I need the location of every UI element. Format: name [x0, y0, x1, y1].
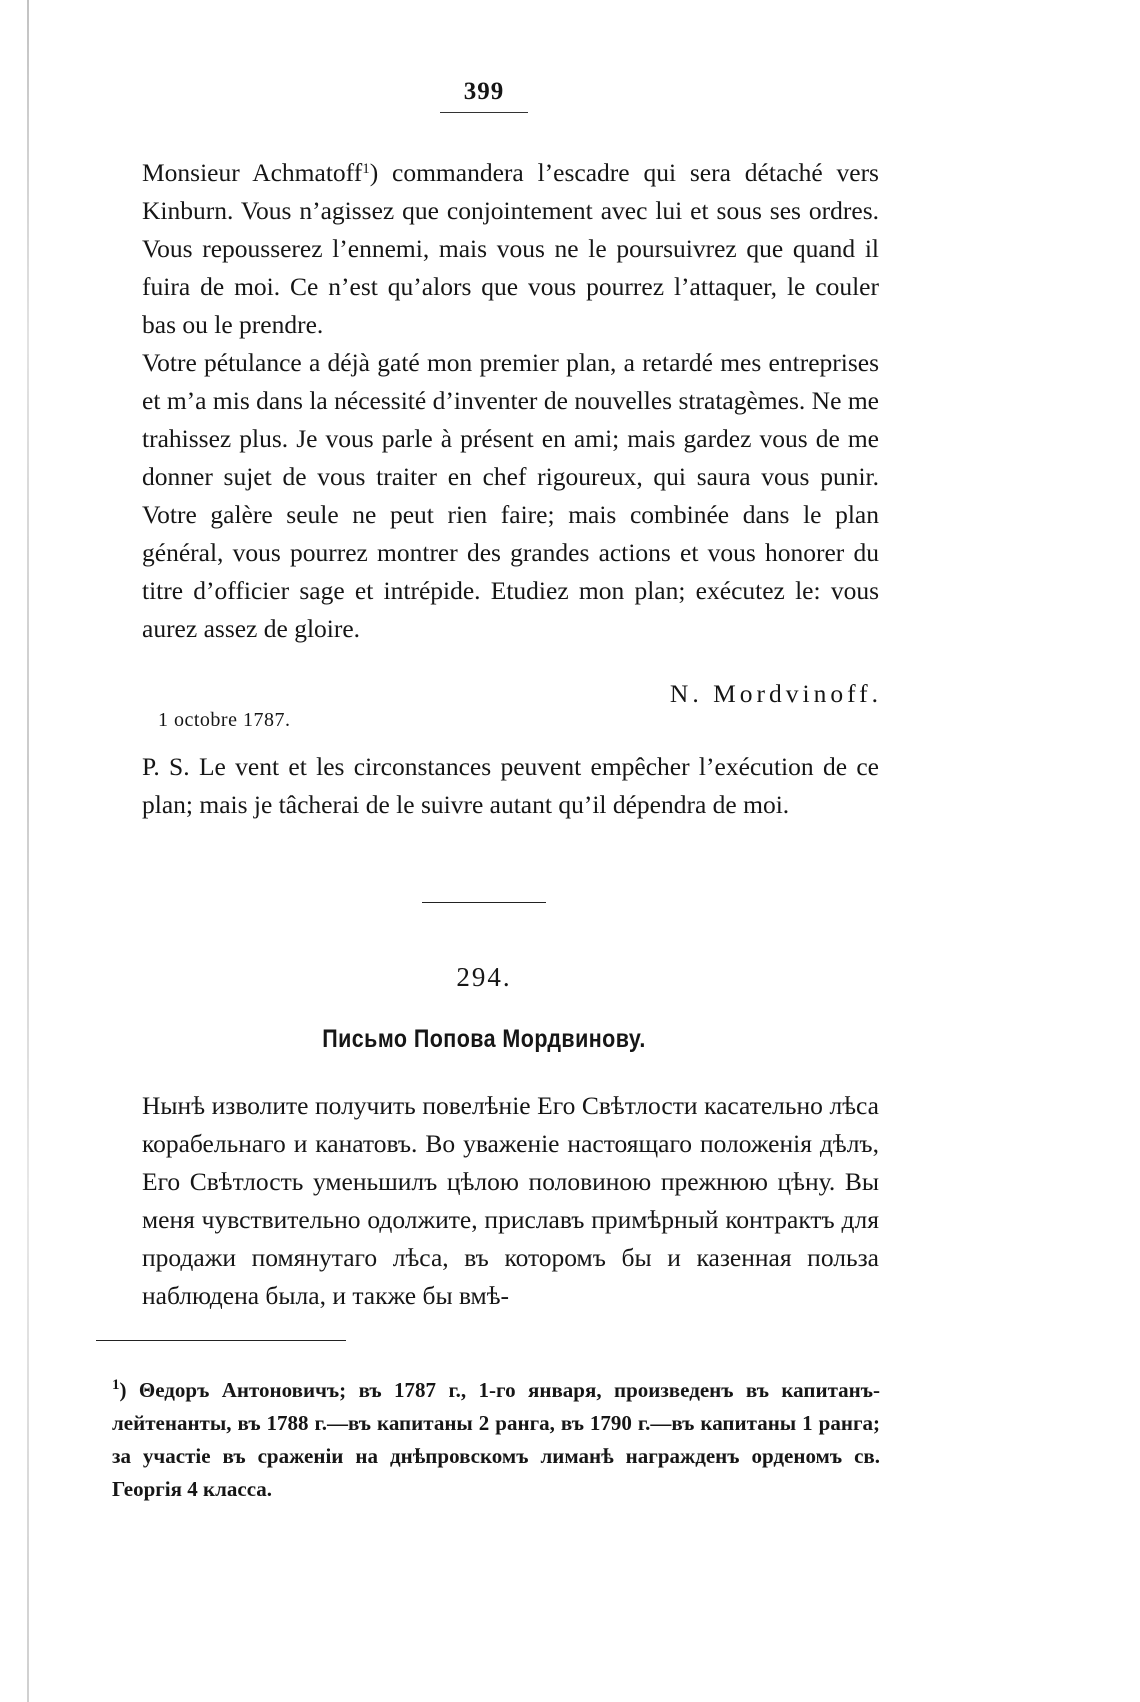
page-number-underline [440, 112, 528, 113]
signature: N. Mordvinoff. [669, 679, 882, 708]
document-title: Письмо Попова Мордвинову. [322, 1025, 646, 1053]
french-paragraph-2: Votre pétulance a déjà gaté mon premier plan, a retardé mes entreprises et m’a mis dans la nécessité d’inventer de nouvelles stratagèmes. Ne me trahissez plus. Je vous parle à présent en ami; mais gardez vous de me donner sujet de vous traiter en chef rigoureux, qui saura vous punir. Votre galère seule ne peut rien faire; mais combinée dans le plan général, vous pourrez montrer des grandes actions et vous honorer du titre d’officier sage et intrépide. Etudiez mon plan; exécutez le: vous aurez assez de gloire. [142, 348, 879, 643]
postscript [142, 748, 879, 824]
document-number: 294. [456, 962, 512, 992]
footnote-marker: 1 [112, 1377, 120, 1393]
russian-letter-body [142, 1087, 879, 1315]
russian-paragraph: Нынѣ изволите получить повелѣніе Его Свѣтлости касательно лѣса корабельнаго и канатовъ. Во уваженіе настоящаго положенія дѣлъ, Его Свѣтлость уменьшилъ цѣлою половиною прежнюю цѣну. Вы меня чувствительно одолжите, приславъ примѣрный контрактъ для продажи помянутаго лѣса, въ которомъ бы и казенная польза наблюдена была, и также бы вмѣ- [142, 1091, 879, 1310]
french-paragraph-1-rest: ) commandera l’escadre qui sera détaché vers Kinburn. Vous n’agissez que conjointement avec lui et sous ses ordres. Vous repousserez l’ennemi, mais vous ne le poursuivrez que quand il fuira de moi. Ce n’est qu’alors que vous pourrez l’attaquer, le couler bas ou le prendre. [142, 158, 879, 339]
footnote-reference-marker: 1 [362, 161, 370, 177]
postscript-text: P. S. Le vent et les circonstances peuvent empêcher l’exécution de ce plan; mais je tâcherai de le suivre autant qu’il dépendra de moi. [142, 752, 879, 819]
french-paragraph-1 [142, 150, 879, 344]
footnote [112, 1369, 880, 1506]
french-paragraph-1-lead: Monsieur Achmatoff [142, 158, 363, 187]
section-divider [422, 902, 546, 903]
page-number: 399 [463, 78, 505, 105]
french-letter-body [142, 150, 879, 648]
footnote-divider [96, 1340, 346, 1341]
letter-date: 1 octobre 1787. [158, 709, 291, 731]
scan-edge-line [27, 0, 29, 1702]
footnote-text: ) Θедоръ Антоновичъ; въ 1787 г., 1-го января, произведенъ въ капитанъ-лейтенанты, въ 1788 г.—въ капитаны 2 ранга, въ 1790 г.—въ капитаны 1 ранга; за участіе въ сраженіи на днѣпровскомъ лиманѣ награжденъ орденомъ св. Георгія 4 класса. [112, 1378, 880, 1501]
